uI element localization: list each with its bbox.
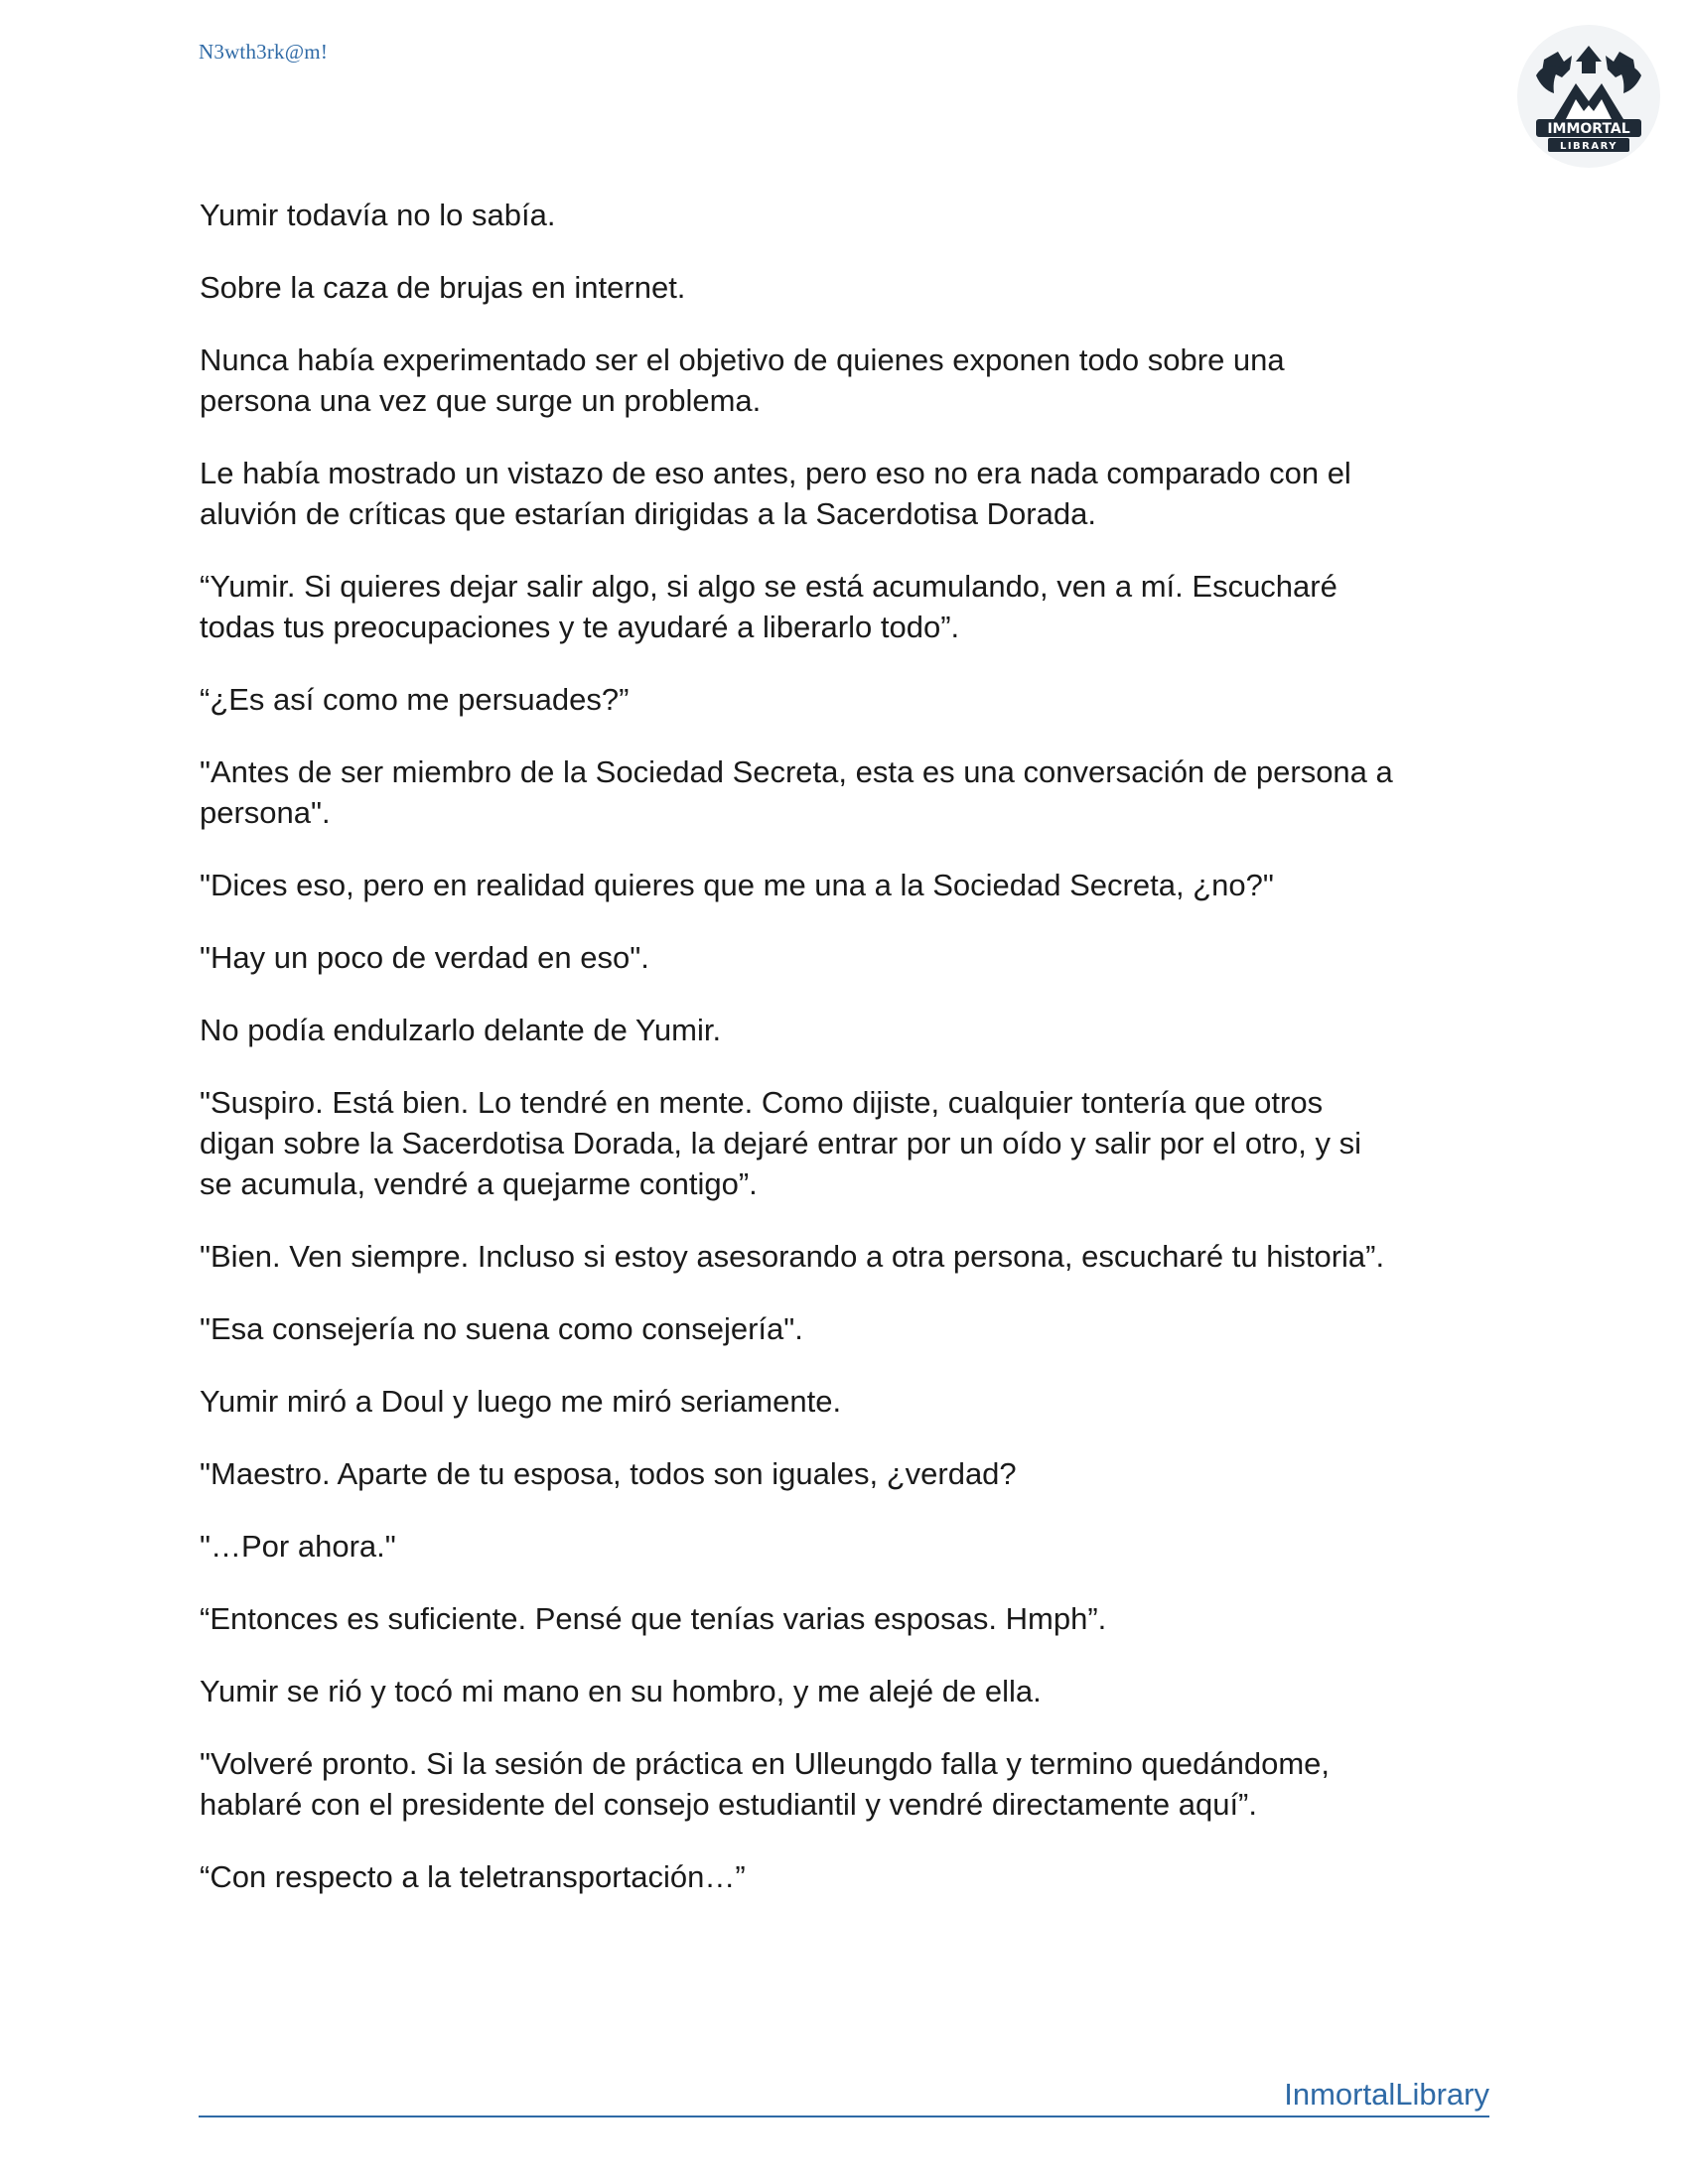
- paragraph: “Con respecto a la teletransportación…”: [200, 1859, 746, 1894]
- paragraph: Yumir todavía no lo sabía.: [200, 198, 556, 232]
- paragraph: Yumir se rió y tocó mi mano en su hombro, y me alejé de ella.: [200, 1674, 1042, 1708]
- paragraph: No podía endulzarlo delante de Yumir.: [200, 1013, 722, 1047]
- paragraph: Yumir miró a Doul y luego me miró seriamente.: [200, 1384, 842, 1419]
- paragraph: "Esa consejería no suena como consejería".: [200, 1311, 803, 1346]
- logo-text-line1: IMMORTAL: [1547, 121, 1630, 137]
- paragraph: "Hay un poco de verdad en eso".: [200, 940, 649, 975]
- paragraph: "Volveré pronto. Si la sesión de práctica en Ulleungdo falla y termino quedándome, hablaré con el presidente del consejo estudiantil y vendré directamente aquí”.: [200, 1746, 1331, 1822]
- logo-text-line2: LIBRARY: [1559, 141, 1618, 152]
- paragraph: Sobre la caza de brujas en internet.: [200, 270, 686, 305]
- immortal-library-logo: [1514, 22, 1663, 171]
- paragraph: “¿Es así como me persuades?”: [200, 682, 630, 717]
- paragraph: Nunca había experimentado ser el objetivo de quienes exponen todo sobre una persona una vez que surge un problema.: [200, 342, 1285, 418]
- footer-link[interactable]: InmortalLibrary: [1284, 2077, 1489, 2112]
- paragraph: "Dices eso, pero en realidad quieres que me una a la Sociedad Secreta, ¿no?": [200, 868, 1274, 902]
- paragraph: "Bien. Ven siempre. Incluso si estoy asesorando a otra persona, escucharé tu historia”.: [200, 1239, 1385, 1274]
- paragraph: “Entonces es suficiente. Pensé que tenías varias esposas. Hmph”.: [200, 1601, 1107, 1636]
- paragraph: "Maestro. Aparte de tu esposa, todos son iguales, ¿verdad?: [200, 1456, 1017, 1491]
- header-tag: N3wth3rk@m!: [199, 40, 329, 64]
- paragraph: “Yumir. Si quieres dejar salir algo, si algo se está acumulando, ven a mí. Escucharé todas tus preocupaciones y te ayudaré a liberarlo todo”.: [200, 569, 1337, 644]
- chapter-body: [200, 195, 1490, 1929]
- footer-divider: [199, 2116, 1489, 2117]
- paragraph: "…Por ahora.": [200, 1529, 396, 1564]
- paragraph: "Suspiro. Está bien. Lo tendré en mente. Como dijiste, cualquier tontería que otros digan sobre la Sacerdotisa Dorada, la dejaré entrar por un oído y salir por el otro, y si se acumula, vendré a quejarme contigo”.: [200, 1085, 1362, 1201]
- paragraph: "Antes de ser miembro de la Sociedad Secreta, esta es una conversación de persona a persona".: [200, 754, 1393, 830]
- paragraph: Le había mostrado un vistazo de eso antes, pero eso no era nada comparado con el aluvión de críticas que estarían dirigidas a la Sacerdotisa Dorada.: [200, 456, 1351, 531]
